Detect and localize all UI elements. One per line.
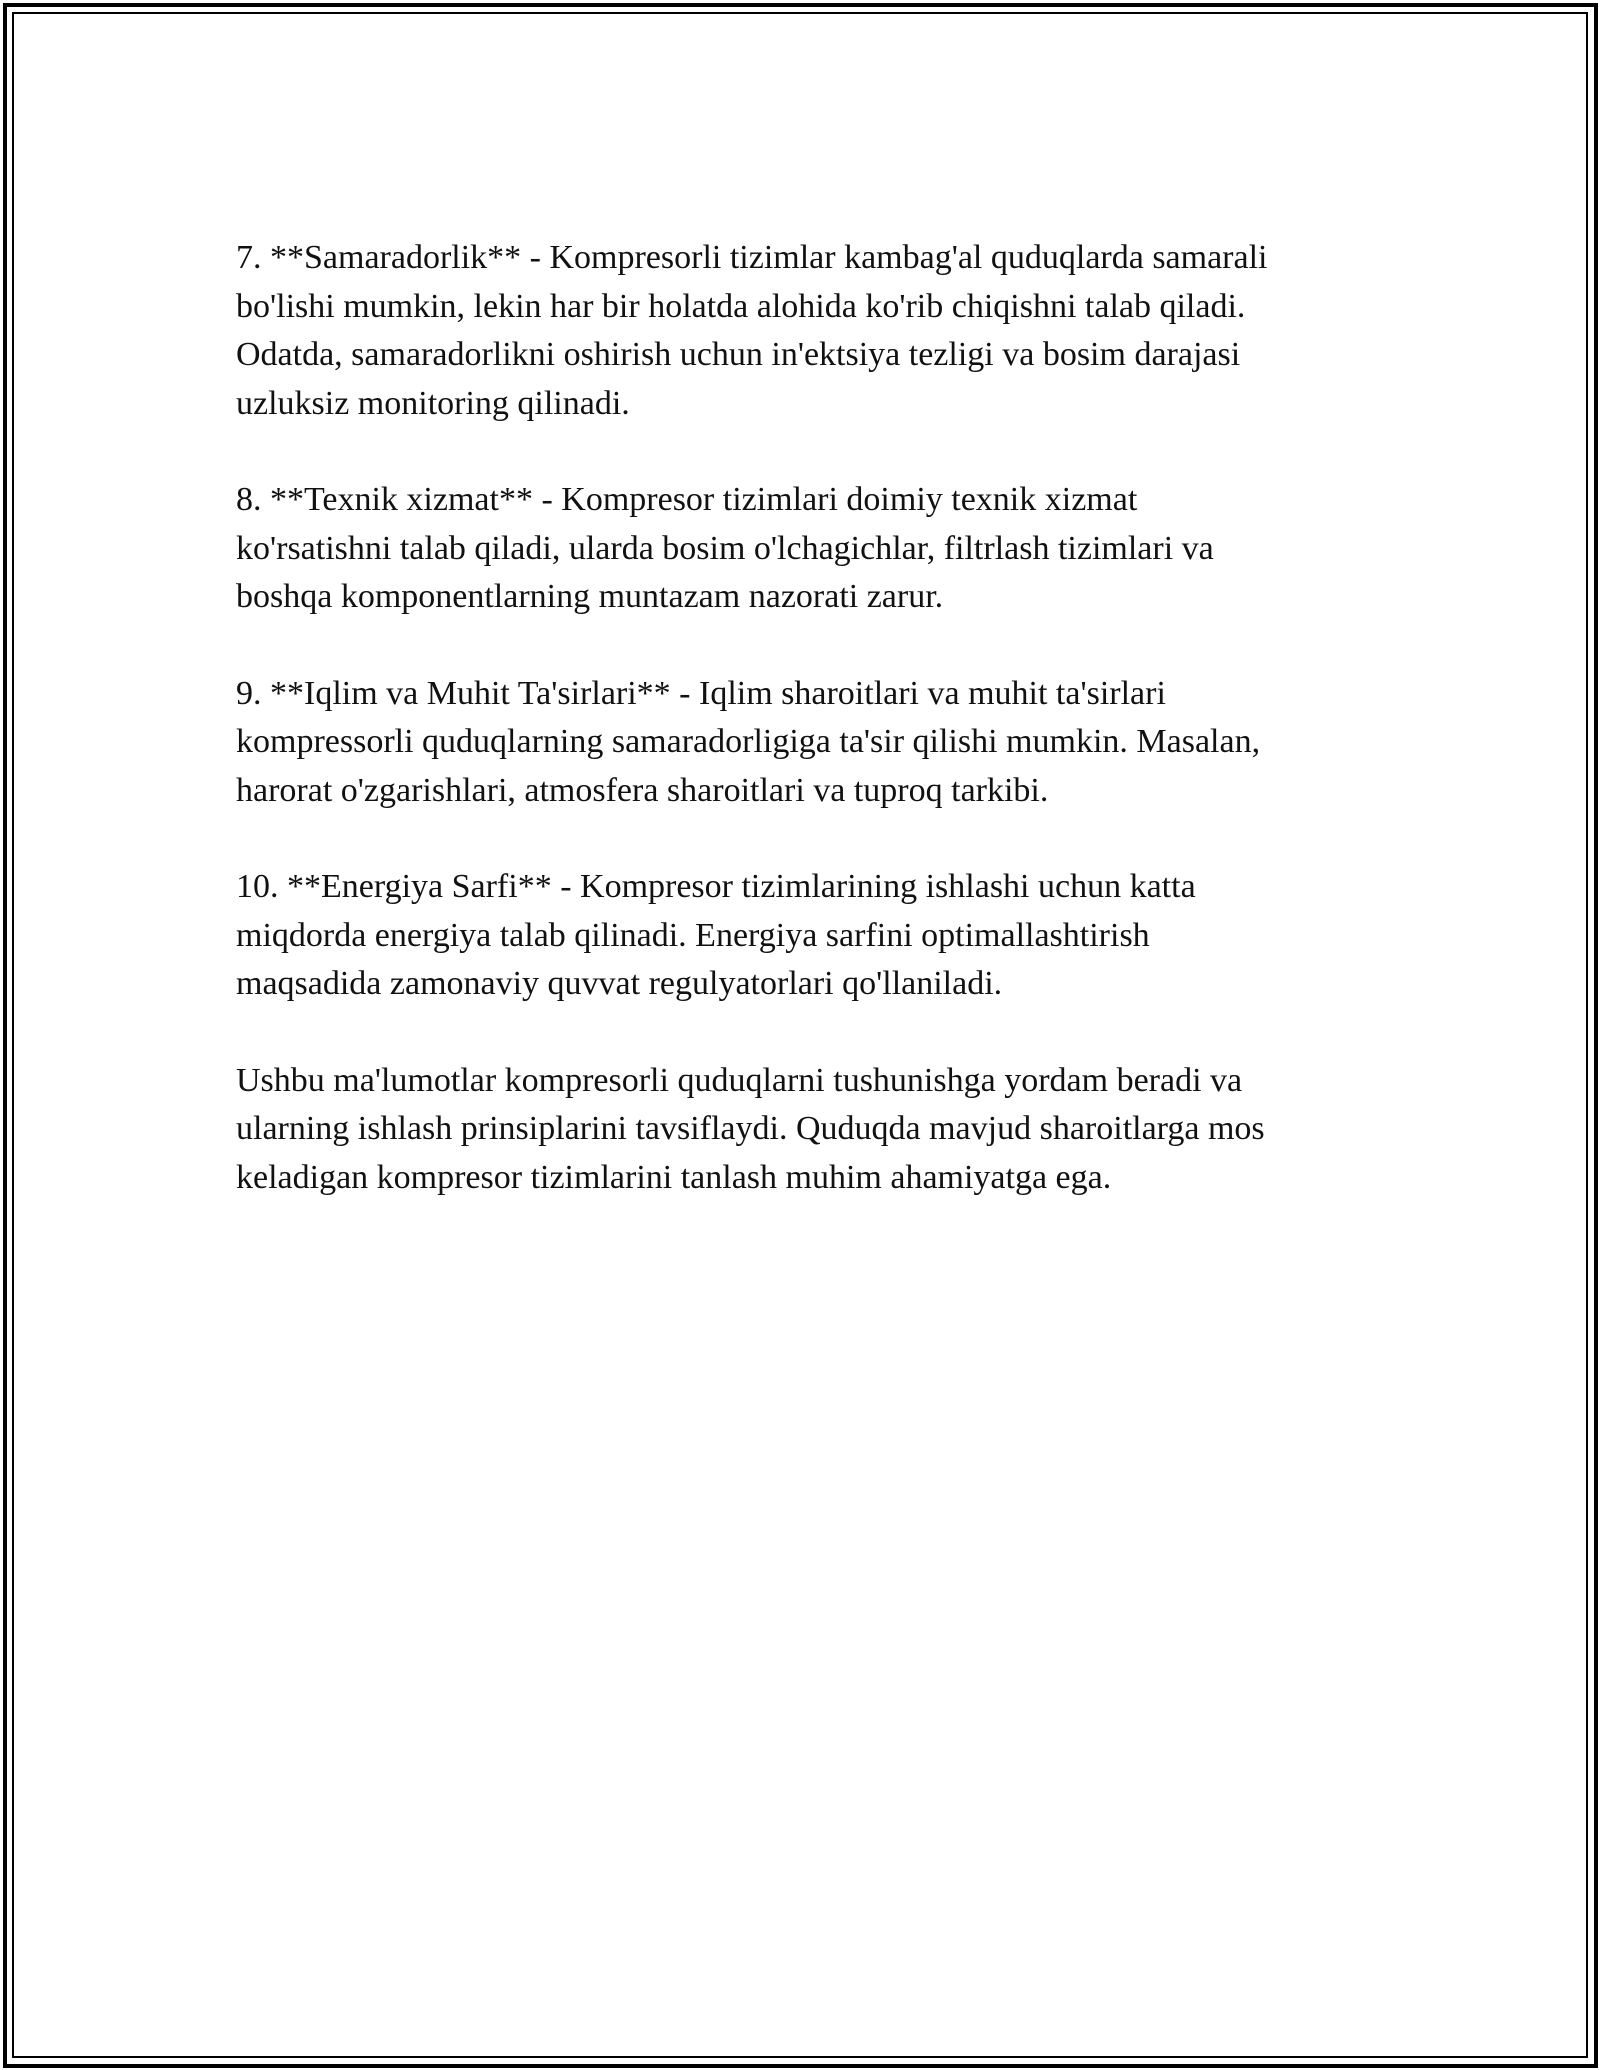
text-line: 8. **Texnik xizmat** - Kompresor tizimlari doimiy texnik xizmat xyxy=(236,481,1138,518)
text-line: maqsadida zamonaviy quvvat regulyatorlari qo'llaniladi. xyxy=(236,965,1003,1002)
text-line: boshqa komponentlarning muntazam nazorati zarur. xyxy=(236,578,944,615)
document-body xyxy=(236,234,1366,1250)
text-line: ko'rsatishni talab qiladi, ularda bosim o'lchagichlar, filtrlash tizimlari va xyxy=(236,529,1214,567)
paragraph-iqlim-muhit xyxy=(236,670,1366,816)
text-line: 10. **Energiya Sarfi** - Kompresor tizimlarining ishlashi uchun katta xyxy=(236,868,1196,905)
text-line: 7. **Samaradorlik** - Kompresorli tizimlar kambag'al quduqlarda samarali xyxy=(236,239,1268,276)
text-line: bo'lishi mumkin, lekin har bir holatda alohida ko'rib chiqishni talab qiladi. xyxy=(236,287,1246,325)
text-line: 9. **Iqlim va Muhit Ta'sirlari** - Iqlim sharoitlari va muhit ta'sirlari xyxy=(236,674,1166,712)
paragraph-samaradorlik xyxy=(236,234,1366,428)
text-line: harorat o'zgarishlari, atmosfera sharoitlari va tuproq tarkibi. xyxy=(236,771,1049,809)
text-line: ularning ishlash prinsiplarini tavsiflaydi. Quduqda mavjud sharoitlarga mos xyxy=(236,1110,1265,1147)
text-line: kompressorli quduqlarning samaradorligiga ta'sir qilishi mumkin. Masalan, xyxy=(236,723,1261,760)
paragraph-conclusion xyxy=(236,1057,1366,1203)
text-line: keladigan kompresor tizimlarini tanlash muhim ahamiyatga ega. xyxy=(236,1158,1112,1196)
text-line: Ushbu ma'lumotlar kompresorli quduqlarni tushunishga yordam beradi va xyxy=(236,1061,1243,1099)
paragraph-texnik-xizmat xyxy=(236,476,1366,622)
paragraph-energiya-sarfi xyxy=(236,863,1366,1009)
text-line: miqdorda energiya talab qilinadi. Energiya sarfini optimallashtirish xyxy=(236,916,1150,954)
text-line: uzluksiz monitoring qilinadi. xyxy=(236,384,630,422)
text-line: Odatda, samaradorlikni oshirish uchun in'ektsiya tezligi va bosim darajasi xyxy=(236,336,1241,373)
